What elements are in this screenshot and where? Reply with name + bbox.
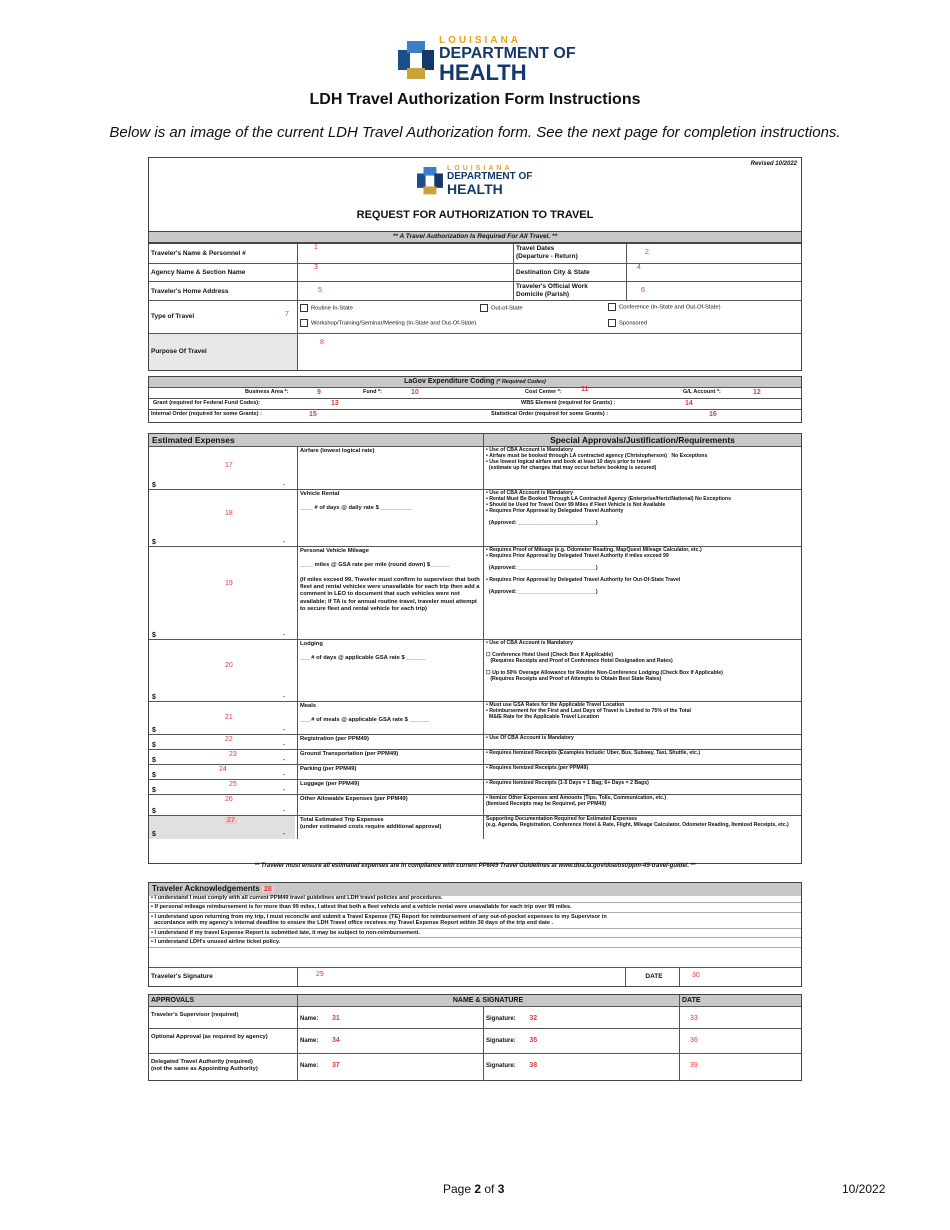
- field-15: 15: [309, 411, 317, 418]
- traveler-info-table: [148, 243, 802, 371]
- form-title: REQUEST FOR AUTHORIZATION TO TRAVEL: [356, 209, 594, 221]
- dash: -: [283, 539, 286, 546]
- expense-field-number: 18: [225, 510, 233, 517]
- field-11: 11: [581, 386, 589, 393]
- ack-item: • I understand I must comply with all current PPM49 travel guidelines and LDH travel policies and procedures.: [149, 894, 801, 903]
- approval-label: Delegated Travel Authority (required) (not the same as Appointing Authority): [151, 1059, 258, 1072]
- coding-title: LaGov Expenditure Coding (* Required Codes): [149, 377, 801, 387]
- intro-text: Below is an image of the current LDH Travel Authorization form. See the next page for completion instructions.: [109, 124, 841, 141]
- expense-row: [149, 639, 801, 702]
- dash: -: [283, 742, 286, 749]
- field-7: 7: [285, 311, 289, 318]
- expense-requirement: • Requires Itemized Receipts (1-5 Days = 1 Bag; 6+ Days = 2 Bags): [483, 780, 801, 795]
- expense-label: Lodging ___ # of days @ applicable GSA rate $ ______: [297, 640, 485, 702]
- field-4: 4: [637, 264, 641, 271]
- dash: -: [283, 772, 286, 779]
- approval-row: [149, 1053, 801, 1081]
- name-label: Traveler's Name & Personnel #: [151, 250, 246, 257]
- expense-requirement: • Use of CBA Account is Mandatory ☐ Conference Hotel Used (Check Box If Applicable) (Requires Receipts and Proof of Conference Hotel Designation and Rates) ☐ Up to 50% Overage Allowance for Routine Non-Conference Lodging (Check Box If Applicable) (Requires Receipts and Proof of Attempts to Obtain Best State Rates): [483, 640, 801, 702]
- page-number: Page 2 of 3: [443, 1182, 505, 1196]
- ack-item: • I understand upon returning from my trip, I must reconcile and submit a Travel Expense (TE) Report for reimbursement of any out-of-pocket expenses to my Supervisor in accordance with my agency's internal deadline to ensure the LDH Travel office receives my Travel Expense Report within 30 days of the trip end date .: [149, 913, 801, 929]
- field-16: 16: [709, 411, 717, 418]
- field-5: 5: [318, 287, 322, 294]
- expense-requirement: • Requires Itemized Receipts (per PPM49): [483, 765, 801, 780]
- expense-amount-cell[interactable]: [149, 816, 295, 839]
- logo-dept: DEPARTMENT OF: [439, 45, 576, 62]
- expense-field-number: 24: [219, 766, 227, 773]
- field-12: 12: [753, 389, 761, 396]
- form-logo-dept: DEPARTMENT OF: [447, 171, 533, 182]
- approval-date-field[interactable]: 33: [679, 1007, 801, 1029]
- ack-list: [149, 894, 801, 967]
- ack-item: • I understand LDH's unused airline ticket policy.: [149, 938, 801, 947]
- approval-name-field[interactable]: Name: 34: [297, 1029, 486, 1054]
- form-logo-state: LOUISIANA: [447, 165, 513, 172]
- required-note: ** A Travel Authorization Is Required For All Travel. **: [148, 231, 802, 243]
- expense-label: Vehicle Rental ____ # of days @ daily rate $ __________: [297, 490, 485, 547]
- dash: -: [283, 831, 286, 838]
- fund-label: Fund *:: [363, 389, 382, 395]
- field-13: 13: [331, 400, 339, 407]
- field-9: 9: [317, 389, 321, 396]
- dollar-sign: $: [152, 808, 156, 815]
- form-header: [148, 157, 802, 232]
- expense-field-number: 25: [229, 781, 237, 788]
- dollar-sign: $: [152, 772, 156, 779]
- approval-signature-field[interactable]: Signature: 38: [483, 1054, 682, 1081]
- expense-label: Other Allowable Expenses (per PPM49): [297, 795, 485, 816]
- revised-date: Revised 10/2022: [750, 161, 797, 167]
- expense-amount-cell[interactable]: [149, 795, 295, 816]
- dash: -: [283, 694, 286, 701]
- travel-authorization-form-image: [148, 157, 802, 1075]
- signature-field[interactable]: 29: [297, 968, 624, 986]
- approval-signature-field[interactable]: Signature: 32: [483, 1007, 682, 1029]
- approval-row: [149, 1028, 801, 1054]
- expense-amount-cell[interactable]: [149, 640, 295, 702]
- expense-row: [149, 546, 801, 640]
- expense-amount-cell[interactable]: [149, 490, 295, 547]
- expense-row: [149, 815, 801, 839]
- name-signature-header: NAME & SIGNATURE: [297, 995, 678, 1006]
- approvals-title: APPROVALS: [151, 997, 195, 1004]
- expense-label: Airfare (lowest logical rate): [297, 447, 485, 490]
- expense-field-number: 22: [225, 736, 233, 743]
- ldh-logo-mark-icon: [398, 41, 434, 79]
- approval-label: Traveler's Supervisor (required): [151, 1012, 239, 1018]
- expense-row: [149, 764, 801, 780]
- expense-requirement: • Use of CBA Account is Mandatory • Rental Must Be Booked Through LA Contracted Agency (Enterprise/Hertz/National) No Exceptions • Should be Used for Travel Over 99 Miles if Fleet Vehicle is Not Available • Requires Prior Approval by Delegated Travel Authority (Approved: ___________________________): [483, 490, 801, 547]
- type-conference-checkbox[interactable]: Conference (In-State and Out-Of-State): [608, 303, 721, 311]
- expense-amount-cell[interactable]: [149, 447, 295, 490]
- logo-state: LOUISIANA: [439, 35, 521, 46]
- page-title: LDH Travel Authorization Form Instructions: [309, 91, 641, 108]
- dollar-sign: $: [152, 539, 156, 546]
- expense-label: Registration (per PPM49): [297, 735, 485, 750]
- dollar-sign: $: [152, 632, 156, 639]
- expense-row: [149, 794, 801, 816]
- expense-label: Meals ___ # of meals @ applicable GSA rate $ ______: [297, 702, 485, 735]
- field-10: 10: [411, 389, 419, 396]
- field-14: 14: [685, 400, 693, 407]
- expense-requirement: • Must use GSA Rates for the Applicable Travel Location • Reimbursement for the First and Last Days of Travel is Limited to 75% of the Total M&IE Rate for the Applicable Travel Location: [483, 702, 801, 735]
- dollar-sign: $: [152, 831, 156, 838]
- expense-field-number: 26: [225, 796, 233, 803]
- expense-amount-cell[interactable]: [149, 702, 295, 735]
- ack-item: • If personal mileage reimbursement is for more than 99 miles, I attest that both a fleet vehicle and a vehicle rental were unavailable for each trip over 99 miles.: [149, 903, 801, 912]
- expense-field-number: 20: [225, 662, 233, 669]
- type-sponsored-checkbox[interactable]: Sponsored: [608, 319, 647, 327]
- expense-requirement: • Requires Itemized Receipts (Examples Include: Uber, Bus, Subway, Taxi, Shuttle, etc.): [483, 750, 801, 765]
- dollar-sign: $: [152, 482, 156, 489]
- wbs-label: WBS Element (required for Grants) :: [521, 400, 616, 406]
- expense-label: Total Estimated Trip Expenses (under estimated costs require additional approval): [297, 816, 485, 839]
- purpose-label: Purpose Of Travel: [151, 348, 207, 355]
- approval-date-field[interactable]: 36: [679, 1029, 801, 1054]
- expense-requirement: • Requires Proof of Mileage (e.g. Odometer Reading, MapQuest Mileage Calculator, etc.) • Requires Prior Approval by Delegated Travel Authority if miles exceed 99 (Approved: ___________________________) • Requires Prior Approval by Delegated Travel Authority for Out-Of-State Travel (Approved: ___________________________): [483, 547, 801, 640]
- expenditure-coding: [148, 376, 802, 423]
- type-label: Type of Travel: [151, 313, 195, 320]
- domicile-sub: Domicile (Parish): [516, 291, 570, 298]
- expense-row: [149, 734, 801, 750]
- expense-row: [149, 779, 801, 795]
- expenses-table: [148, 433, 802, 864]
- expense-field-number: 19: [225, 580, 233, 587]
- footer-date: 10/2022: [842, 1182, 886, 1196]
- form-logo-mark-icon: [417, 167, 436, 186]
- dash: -: [283, 482, 286, 489]
- dash: -: [283, 757, 286, 764]
- approvals-header: Special Approvals/Justification/Requirements: [483, 434, 801, 446]
- approvals-table: [148, 994, 802, 1081]
- expense-row: [149, 446, 801, 490]
- expense-field-number: 27: [227, 817, 235, 824]
- date-label: DATE: [625, 968, 682, 986]
- form-logo-health: HEALTH: [447, 181, 503, 197]
- approval-name-field[interactable]: Name: 31: [297, 1007, 486, 1029]
- agency-label: Agency Name & Section Name: [151, 269, 246, 276]
- travel-dates-sub: (Departure - Return): [516, 253, 578, 260]
- expenses-header: Estimated Expenses: [152, 435, 235, 445]
- expense-label: Personal Vehicle Mileage ____ miles @ GSA rate per mile (round down) $______ (If miles exceed 99, Traveler must confirm to supervisor that both fleet and rental vehicles were unavailable for each trip then add a comment in LEO to document that such vehicles were not available; If TA is for annual routine travel, traveler must attempt to secure fleet and rental vehicle for each trip): [297, 547, 485, 640]
- field-6: 6: [641, 287, 645, 294]
- approval-date-field[interactable]: 39: [679, 1054, 801, 1081]
- compliance-note: ** Traveler must ensure all estimated expenses are in compliance with current PPM49 Travel Guidelines at www.doa.la.gov/doa/ost/ppm-49-travel-guide/. **: [254, 863, 696, 869]
- expense-label: Ground Transportation (per PPM49): [297, 750, 485, 765]
- logo-health: HEALTH: [439, 60, 527, 85]
- ack-item: • I understand if my travel Expense Report is submitted late, it may be subject to non-reimbursement.: [149, 929, 801, 938]
- cost-center-label: Cost Center *:: [525, 389, 562, 395]
- expense-requirement: • Use of CBA Account is Mandatory • Airfare must be booked through LA contracted agency (Christopherson) No Exceptions • Use lowest logical airfare and book at least 10 days prior to travel (estimate up for changes that may occur before booking is secured): [483, 447, 801, 490]
- ldh-logo: [398, 36, 576, 84]
- expense-amount-cell[interactable]: [149, 780, 295, 795]
- internal-order-label: Internal Order (required for some Grants) :: [151, 411, 262, 417]
- dollar-sign: $: [152, 694, 156, 701]
- approval-label: Optional Approval (as required by agency): [151, 1034, 268, 1040]
- dash: -: [283, 632, 286, 639]
- dollar-sign: $: [152, 742, 156, 749]
- type-out-of-state-checkbox[interactable]: Out-of-State: [480, 304, 523, 312]
- dash: -: [283, 787, 286, 794]
- domicile-label: Traveler's Official Work: [516, 283, 588, 290]
- statistical-order-label: Statistical Order (required for some Grants) :: [491, 411, 609, 417]
- expense-requirement: • Use Of CBA Account is Mandatory: [483, 735, 801, 750]
- dollar-sign: $: [152, 727, 156, 734]
- expense-requirement: • Itemize Other Expenses and Amounts (Tips, Tolls, Communication, etc.) (Itemized Receipts may be Required, per PPM49): [483, 795, 801, 816]
- expense-field-number: 21: [225, 714, 233, 721]
- dash: -: [283, 808, 286, 815]
- dollar-sign: $: [152, 757, 156, 764]
- field-2: 2: [645, 249, 649, 256]
- type-workshop-checkbox[interactable]: Workshop/Training/Seminar/Meeting (In-State and Out-Of-State): [300, 319, 476, 327]
- field-1: 1: [314, 244, 318, 251]
- expense-amount-cell[interactable]: [149, 750, 295, 765]
- form-logo: [417, 165, 532, 196]
- expense-field-number: 17: [225, 462, 233, 469]
- expense-label: Parking (per PPM49): [297, 765, 485, 780]
- expense-requirement: Supporting Documentation Required for Estimated Expenses (e.g. Agenda, Registration, Conference Hotel & Rate, Flight, Mileage Calculator, Odometer Reading, Itemized Receipts, etc.): [483, 816, 801, 839]
- dollar-sign: $: [152, 787, 156, 794]
- approval-row: [149, 1006, 801, 1029]
- expense-amount-cell[interactable]: [149, 735, 295, 750]
- grant-label: Grant (required for Federal Fund Codes):: [153, 400, 260, 406]
- travel-dates-label: Travel Dates: [516, 245, 555, 252]
- ack-title: Traveler Acknowledgements 28: [149, 883, 801, 896]
- type-routine-checkbox[interactable]: Routine In-State: [300, 304, 353, 312]
- home-label: Traveler's Home Address: [151, 288, 229, 295]
- gl-account-label: G/L Account *:: [683, 389, 721, 395]
- date-field[interactable]: 30: [679, 968, 801, 986]
- acknowledgements: [148, 882, 802, 987]
- approval-date-header: DATE: [679, 995, 801, 1006]
- field-3: 3: [314, 264, 318, 271]
- approval-name-field[interactable]: Name: 37: [297, 1054, 486, 1081]
- field-8: 8: [320, 339, 324, 346]
- expense-field-number: 23: [229, 751, 237, 758]
- expense-amount-cell[interactable]: [149, 547, 295, 640]
- expense-row: [149, 489, 801, 547]
- destination-label: Destination City & State: [513, 264, 631, 282]
- dash: -: [283, 727, 286, 734]
- expense-label: Luggage (per PPM49): [297, 780, 485, 795]
- signature-label: Traveler's Signature: [151, 973, 213, 980]
- expense-row: [149, 749, 801, 765]
- expense-row: [149, 701, 801, 735]
- business-area-label: Business Area *:: [245, 389, 289, 395]
- expense-amount-cell[interactable]: [149, 765, 295, 780]
- approval-signature-field[interactable]: Signature: 35: [483, 1029, 682, 1054]
